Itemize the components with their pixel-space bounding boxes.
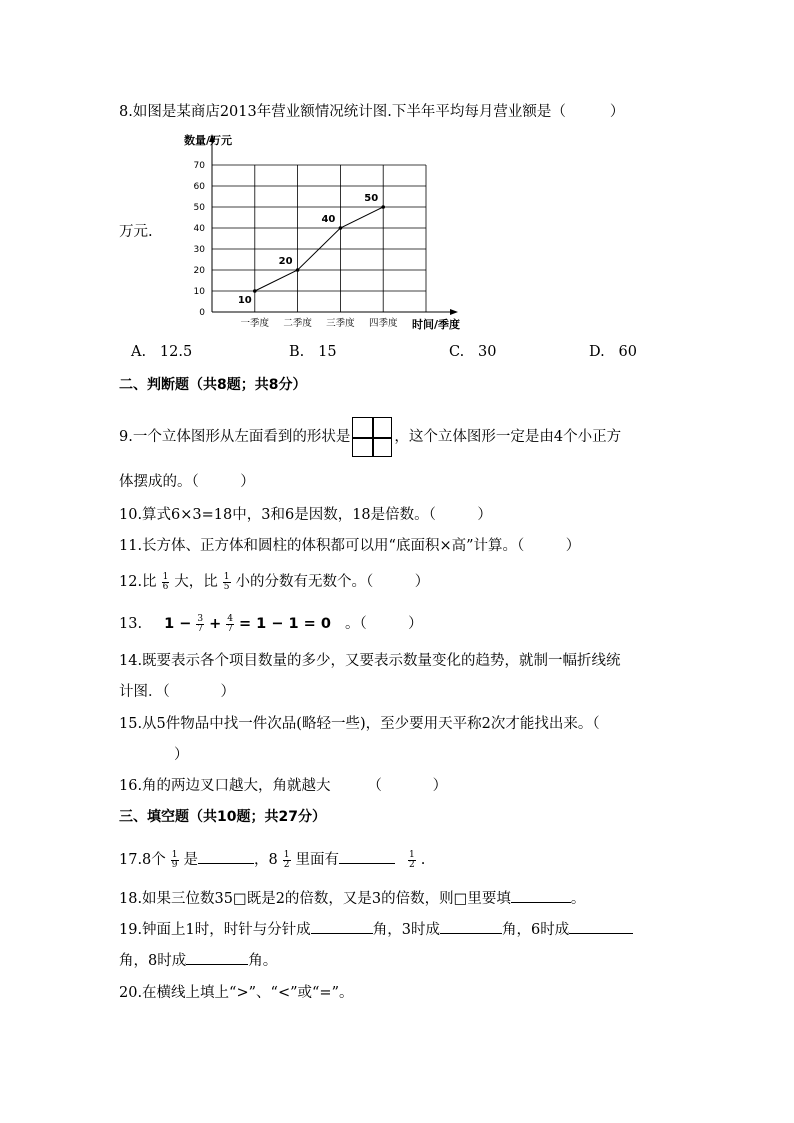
math-expression-part: = 1 − 1 = 0 — [238, 616, 331, 632]
q17-part4: 里面有 — [295, 852, 339, 868]
section-3-title: 三、填空题（共10题；共27分） — [119, 809, 326, 825]
y-axis-label: 数量/万元 — [184, 134, 233, 147]
question-17 — [119, 848, 425, 872]
q19-part2: 角，3时成 — [372, 922, 441, 938]
q17-part1: 17.8个 — [119, 852, 166, 868]
denominator: 2 — [283, 859, 290, 870]
q19-part1: 19.钟面上1时，时针与分针成 — [119, 922, 311, 938]
question-10: 10.算式6×3=18中，3和6是因数，18是倍数。（ ） — [119, 507, 492, 523]
option-b[interactable]: B. 15 — [289, 344, 337, 360]
question-8-text: 8.如图是某商店2013年营业额情况统计图.下半年平均每月营业额是（ — [119, 104, 566, 120]
q19-part4: 角，8时成 — [119, 953, 187, 969]
question-8-close-paren: ） — [609, 104, 625, 120]
q13-tail: 。（ ） — [344, 616, 423, 632]
question-12 — [119, 570, 429, 594]
y-tick-label: 30 — [193, 245, 205, 255]
y-tick-label: 70 — [193, 161, 205, 171]
denominator: 7 — [197, 623, 204, 634]
question-19-line1 — [119, 919, 633, 940]
section-2-title: 二、判断题（共8题；共8分） — [119, 377, 307, 393]
question-14-line1: 14.既要表示各个项目数量的多少，又要表示数量变化的趋势，就制一幅折线统 — [119, 653, 621, 669]
numerator: 1 — [223, 571, 230, 582]
question-14-line2: 计图．（ ） — [119, 684, 235, 700]
answer-blank[interactable] — [311, 919, 373, 934]
numerator: 3 — [197, 613, 204, 624]
numerator: 1 — [162, 571, 169, 582]
fraction — [283, 851, 291, 870]
data-label: 40 — [321, 214, 336, 225]
answer-blank[interactable] — [339, 849, 395, 864]
question-8-tail: 万元. — [119, 224, 153, 240]
y-tick-label: 50 — [193, 203, 205, 213]
question-8-options — [119, 342, 679, 362]
y-tick-label: 20 — [193, 266, 205, 276]
question-9-text-after: ，这个立体图形一定是由4个小正方 — [394, 429, 622, 445]
data-label: 50 — [364, 193, 379, 204]
fraction — [408, 851, 416, 870]
q12-part1: 12.比 — [119, 574, 157, 590]
x-tick-label: 二季度 — [283, 318, 312, 329]
question-15-line2: ） — [174, 747, 189, 763]
question-9 — [119, 417, 621, 457]
x-tick-label: 三季度 — [326, 318, 355, 329]
option-a[interactable]: A. 12.5 — [131, 344, 193, 360]
denominator: 7 — [227, 623, 233, 634]
data-label: 10 — [237, 295, 252, 306]
data-label: 20 — [278, 256, 293, 267]
option-d[interactable]: D. 60 — [589, 344, 637, 360]
q19-part3: 角，6时成 — [502, 922, 570, 938]
answer-blank[interactable] — [440, 919, 502, 934]
denominator: 9 — [171, 859, 178, 870]
data-point — [339, 226, 343, 230]
y-tick-label: 10 — [193, 287, 205, 297]
fraction — [162, 573, 170, 592]
y-tick-label: 0 — [199, 308, 205, 318]
numerator: 1 — [283, 849, 290, 860]
numerator: 1 — [171, 849, 178, 860]
question-18 — [119, 888, 585, 909]
x-axis-arrow — [450, 309, 458, 315]
question-9-line2: 体摆成的。（ ） — [119, 474, 255, 490]
data-point — [253, 289, 257, 293]
x-tick-label: 四季度 — [368, 318, 398, 329]
y-tick-label: 40 — [193, 224, 205, 234]
data-point — [296, 268, 300, 272]
question-13 — [119, 612, 423, 636]
q17-part3: ，8 — [254, 852, 278, 868]
question-16: 16.角的两边叉口越大，角就越大 （ ） — [119, 778, 448, 794]
question-11: 11.长方体、正方体和圆柱的体积都可以用“底面积×高”计算。（ ） — [119, 538, 581, 554]
q17-part2: 是 — [183, 852, 199, 868]
left-view-figure — [352, 417, 392, 457]
denominator: 6 — [162, 581, 169, 592]
option-c[interactable]: C. 30 — [449, 344, 497, 360]
question-20: 20.在横线上填上“>”、“<”或“=”。 — [119, 985, 354, 1001]
fraction — [223, 573, 231, 592]
math-expression-part: + — [209, 616, 222, 632]
question-9-text-before: 9.一个立体图形从左面看到的形状是 — [119, 429, 351, 445]
data-point — [381, 205, 385, 209]
x-tick-label: 一季度 — [240, 318, 270, 329]
math-expression-part: 1 − — [164, 616, 192, 632]
answer-blank[interactable] — [511, 888, 571, 903]
q18-part1: 18.如果三位数35□既是2的倍数，又是3的倍数，则□里要填 — [119, 891, 511, 907]
y-tick-label: 60 — [193, 182, 205, 192]
question-19-line2 — [119, 950, 277, 971]
numerator: 4 — [227, 613, 233, 624]
q12-part3: 小的分数有无数个。（ ） — [235, 574, 430, 590]
q17-part5: . — [420, 852, 426, 868]
answer-blank[interactable] — [198, 849, 254, 864]
denominator: 5 — [223, 581, 230, 592]
q13-number: 13. — [119, 616, 143, 632]
question-8 — [119, 102, 624, 122]
denominator: 2 — [409, 859, 415, 870]
q18-part2: 。 — [570, 891, 586, 907]
q12-part2: 大，比 — [174, 574, 218, 590]
q19-part5: 角。 — [248, 953, 278, 969]
x-axis-label: 时间/季度 — [412, 318, 461, 331]
answer-blank[interactable] — [569, 919, 633, 934]
line-chart — [178, 132, 478, 332]
numerator: 1 — [409, 849, 415, 860]
fraction — [196, 615, 204, 634]
question-15-line1: 15.从5件物品中找一件次品(略轻一些)，至少要用天平称2次才能找出来。（ — [119, 716, 600, 732]
fraction — [226, 615, 234, 634]
fraction — [171, 851, 179, 870]
answer-blank[interactable] — [186, 950, 248, 965]
